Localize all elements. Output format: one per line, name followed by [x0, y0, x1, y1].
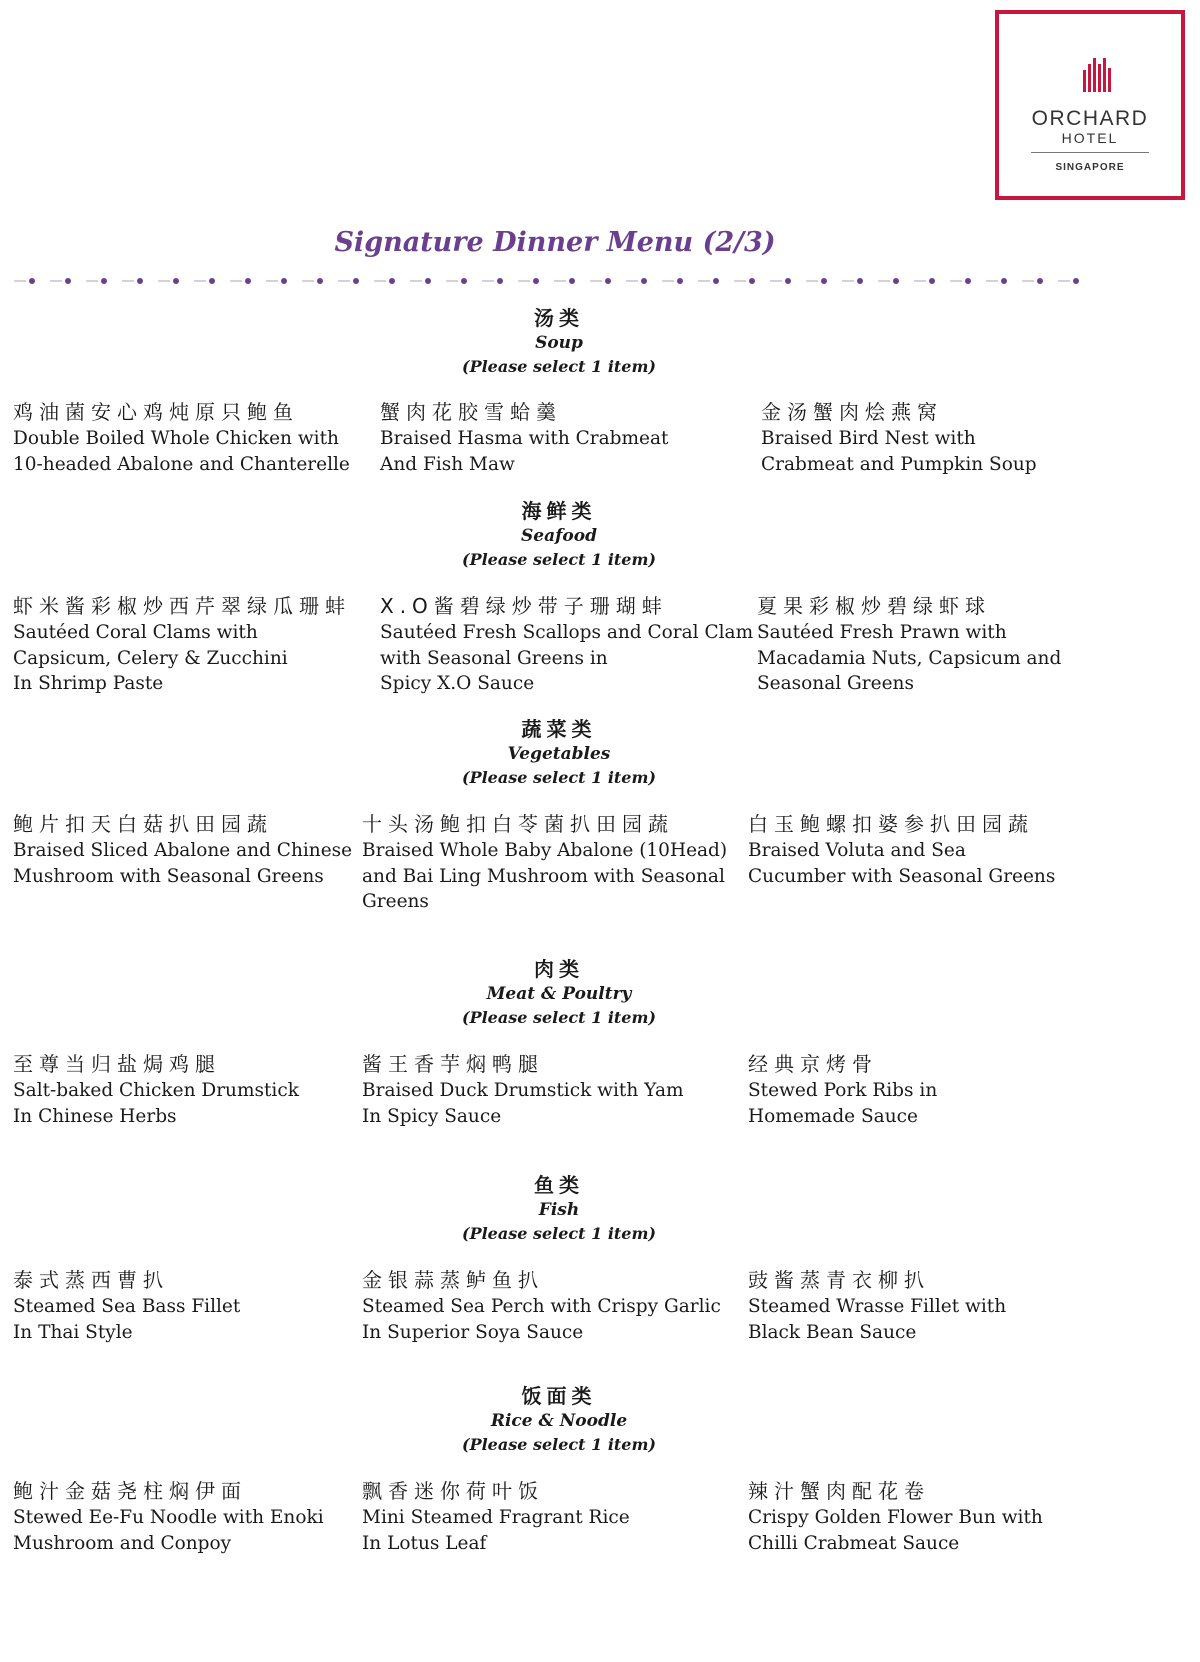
- dish-description-line: Salt-baked Chicken Drumstick: [13, 1080, 299, 1101]
- section-header: [0, 716, 1118, 790]
- dish-name-zh: 夏果彩椒炒碧绿虾球: [757, 594, 991, 618]
- dish-description-line: Sautéed Fresh Scallops and Coral Clam: [380, 622, 754, 643]
- logo-name: ORCHARD: [1031, 107, 1149, 130]
- divider-dot: [461, 278, 467, 284]
- section-title-en: Meat & Poultry: [486, 984, 632, 1004]
- section-title-en: Soup: [535, 333, 583, 353]
- dish-name-en: [748, 1078, 937, 1129]
- divider-dot: [569, 278, 575, 284]
- divider-dot: [785, 278, 791, 284]
- dish-description-line: Homemade Sauce: [748, 1105, 918, 1127]
- dish-description-line: Crabmeat and Pumpkin Soup: [761, 453, 1037, 475]
- decorative-divider: [14, 275, 1094, 287]
- divider-dot: [173, 278, 179, 284]
- section-note: (Please select 1 item): [462, 1224, 656, 1243]
- dish-description-line: Spicy X.O Sauce: [380, 673, 535, 694]
- menu-item: [362, 1477, 630, 1556]
- section-header: [0, 1172, 1118, 1246]
- section-header: [0, 956, 1118, 1030]
- divider-dot: [389, 278, 395, 284]
- divider-dot: [1001, 278, 1007, 284]
- dish-name-en: [13, 1078, 299, 1129]
- dish-name-zh: 鲍汁金菇尧柱焖伊面: [13, 1479, 247, 1503]
- section-title-zh: 海鲜类: [521, 499, 597, 523]
- dish-description-line: Sautéed Coral Clams with: [13, 622, 258, 643]
- section-note: (Please select 1 item): [462, 768, 656, 787]
- section-title-zh: 鱼类: [534, 1173, 584, 1197]
- dish-description-line: Cucumber with Seasonal Greens: [748, 865, 1056, 887]
- divider-dot: [605, 278, 611, 284]
- menu-item: [748, 1050, 937, 1129]
- dish-description-line: Seasonal Greens: [757, 673, 914, 694]
- section-note: (Please select 1 item): [462, 1435, 656, 1454]
- menu-item: [748, 1477, 1043, 1556]
- dish-name-zh: 经典京烤骨: [748, 1052, 878, 1076]
- logo-sub: HOTEL: [1061, 130, 1119, 146]
- section-header: [0, 1383, 1118, 1457]
- dish-description-line: Mini Steamed Fragrant Rice: [362, 1507, 630, 1528]
- dish-name-zh: 虾米酱彩椒炒西芹翠绿瓜珊蚌: [13, 594, 351, 618]
- logo-divider: [1031, 152, 1149, 153]
- dish-name-zh: 至尊当归盐焗鸡腿: [13, 1052, 221, 1076]
- dish-name-en: [13, 1505, 324, 1556]
- divider-dot: [317, 278, 323, 284]
- dish-name-en: [13, 1294, 240, 1345]
- divider-dot: [965, 278, 971, 284]
- dish-name-zh: 泰式蒸西曹扒: [13, 1268, 169, 1292]
- dish-name-en: [380, 426, 668, 477]
- menu-item: [757, 592, 1061, 697]
- divider-dot: [677, 278, 683, 284]
- divider-dot: [1073, 278, 1079, 284]
- menu-item: [380, 592, 753, 697]
- section-title-en: Rice & Noodle: [490, 1411, 628, 1431]
- divider-dot: [497, 278, 503, 284]
- logo-location: SINGAPORE: [1055, 162, 1125, 173]
- section-note: (Please select 1 item): [462, 550, 656, 569]
- dish-description-line: Steamed Sea Perch with Crispy Garlic: [362, 1296, 721, 1317]
- divider-dot: [821, 278, 827, 284]
- dish-name-en: [13, 620, 351, 697]
- dish-name-zh: 飘香迷你荷叶饭: [362, 1479, 544, 1503]
- dish-description-line: Greens: [362, 891, 429, 912]
- section-title-zh: 肉类: [534, 957, 584, 981]
- dish-name-zh: 蟹肉花胶雪蛤羹: [380, 400, 562, 424]
- divider-dot: [65, 278, 71, 284]
- section-title-zh: 蔬菜类: [521, 717, 597, 741]
- page-title: Signature Dinner Menu (2/3): [334, 227, 776, 258]
- menu-item: [362, 810, 727, 915]
- menu-item: [13, 810, 352, 889]
- dish-name-zh: 鲍片扣天白菇扒田园蔬: [13, 812, 273, 836]
- menu-item: [13, 1266, 240, 1345]
- divider-dot: [641, 278, 647, 284]
- dish-name-en: [362, 1294, 721, 1345]
- section-title-zh: 饭面类: [521, 1384, 597, 1408]
- dish-description-line: Braised Bird Nest with: [761, 428, 976, 449]
- menu-item: [13, 398, 350, 477]
- dish-description-line: Macadamia Nuts, Capsicum and: [757, 647, 1062, 669]
- dish-description-line: Capsicum, Celery & Zucchini: [13, 647, 288, 669]
- dish-description-line: Braised Sliced Abalone and Chinese: [13, 840, 353, 861]
- divider-dot: [857, 278, 863, 284]
- menu-item: [761, 398, 1037, 477]
- divider-dot: [245, 278, 251, 284]
- dish-name-zh: 鸡油菌安心鸡炖原只鲍鱼: [13, 400, 299, 424]
- dish-description-line: Braised Hasma with Crabmeat: [380, 428, 669, 449]
- dish-description-line: And Fish Maw: [380, 453, 515, 475]
- dish-name-zh: 白玉鲍螺扣婆参扒田园蔬: [748, 812, 1034, 836]
- dish-description-line: with Seasonal Greens in: [380, 647, 608, 669]
- divider-dot: [929, 278, 935, 284]
- menu-item: [380, 398, 668, 477]
- divider-dot: [893, 278, 899, 284]
- dish-description-line: Braised Whole Baby Abalone (10Head): [362, 840, 728, 861]
- menu-item: [748, 810, 1055, 889]
- menu-item: [748, 1266, 1006, 1345]
- menu-item: [362, 1050, 684, 1129]
- divider-dot: [101, 278, 107, 284]
- dish-name-en: [13, 838, 352, 889]
- menu-item: [13, 1050, 299, 1129]
- section-header: [0, 305, 1118, 379]
- dish-name-en: [757, 620, 1061, 697]
- dish-description-line: Mushroom with Seasonal Greens: [13, 865, 324, 887]
- dish-description-line: Crispy Golden Flower Bun with: [748, 1507, 1043, 1528]
- divider-dot: [533, 278, 539, 284]
- divider-dot: [29, 278, 35, 284]
- dish-name-en: [748, 838, 1055, 889]
- dish-description-line: In Shrimp Paste: [13, 673, 164, 694]
- dish-name-zh: 酱王香芋焖鸭腿: [362, 1052, 544, 1076]
- menu-item: [362, 1266, 721, 1345]
- dish-description-line: Sautéed Fresh Prawn with: [757, 622, 1007, 643]
- dish-name-en: [362, 838, 727, 915]
- dish-name-zh: 辣汁蟹肉配花卷: [748, 1479, 930, 1503]
- divider-dot: [713, 278, 719, 284]
- dish-description-line: In Lotus Leaf: [362, 1532, 487, 1554]
- menu-item: [13, 1477, 324, 1556]
- section-header: [0, 498, 1118, 572]
- bars-icon: [1083, 56, 1113, 92]
- dish-description-line: and Bai Ling Mushroom with Seasonal: [362, 865, 725, 887]
- divider-dot: [137, 278, 143, 284]
- section-title-en: Fish: [538, 1200, 580, 1220]
- dish-name-en: [362, 1078, 684, 1129]
- dish-name-en: [761, 426, 1037, 477]
- dish-description-line: In Superior Soya Sauce: [362, 1321, 584, 1343]
- dish-name-zh: 金汤蟹肉烩燕窝: [761, 400, 943, 424]
- divider-dot: [425, 278, 431, 284]
- dish-description-line: Double Boiled Whole Chicken with: [13, 428, 339, 449]
- divider-dot: [353, 278, 359, 284]
- section-title-en: Vegetables: [507, 744, 611, 764]
- menu-item: [13, 592, 351, 697]
- dish-name-en: [748, 1294, 1006, 1345]
- section-note: (Please select 1 item): [462, 1008, 656, 1027]
- dish-name-zh: X.O酱碧绿炒带子珊瑚蚌: [380, 594, 668, 618]
- divider-dot: [281, 278, 287, 284]
- dish-name-zh: 金银蒜蒸鲈鱼扒: [362, 1268, 544, 1292]
- dish-description-line: In Thai Style: [13, 1321, 133, 1343]
- section-title-en: Seafood: [521, 526, 597, 546]
- section-title-zh: 汤类: [534, 306, 584, 330]
- dish-name-en: [380, 620, 753, 697]
- dish-description-line: In Spicy Sauce: [362, 1105, 502, 1127]
- dish-name-en: [748, 1505, 1043, 1556]
- section-note: (Please select 1 item): [462, 357, 656, 376]
- divider-dot: [209, 278, 215, 284]
- dish-description-line: Stewed Pork Ribs in: [748, 1080, 938, 1101]
- divider-dot: [749, 278, 755, 284]
- dish-description-line: Braised Duck Drumstick with Yam: [362, 1080, 684, 1101]
- divider-dot: [1037, 278, 1043, 284]
- dish-description-line: 10-headed Abalone and Chanterelle: [13, 453, 350, 475]
- dish-description-line: Braised Voluta and Sea: [748, 840, 966, 861]
- dish-description-line: In Chinese Herbs: [13, 1105, 177, 1127]
- dish-description-line: Steamed Sea Bass Fillet: [13, 1296, 241, 1317]
- dish-description-line: Black Bean Sauce: [748, 1321, 917, 1343]
- dish-name-en: [13, 426, 350, 477]
- dish-description-line: Chilli Crabmeat Sauce: [748, 1532, 960, 1554]
- hotel-logo: [995, 10, 1185, 200]
- dish-name-en: [362, 1505, 630, 1556]
- dish-description-line: Steamed Wrasse Fillet with: [748, 1296, 1007, 1317]
- dish-name-zh: 豉酱蒸青衣柳扒: [748, 1268, 930, 1292]
- dish-description-line: Stewed Ee-Fu Noodle with Enoki: [13, 1507, 324, 1528]
- dish-name-zh: 十头汤鲍扣白苓菌扒田园蔬: [362, 812, 674, 836]
- dish-description-line: Mushroom and Conpoy: [13, 1532, 232, 1554]
